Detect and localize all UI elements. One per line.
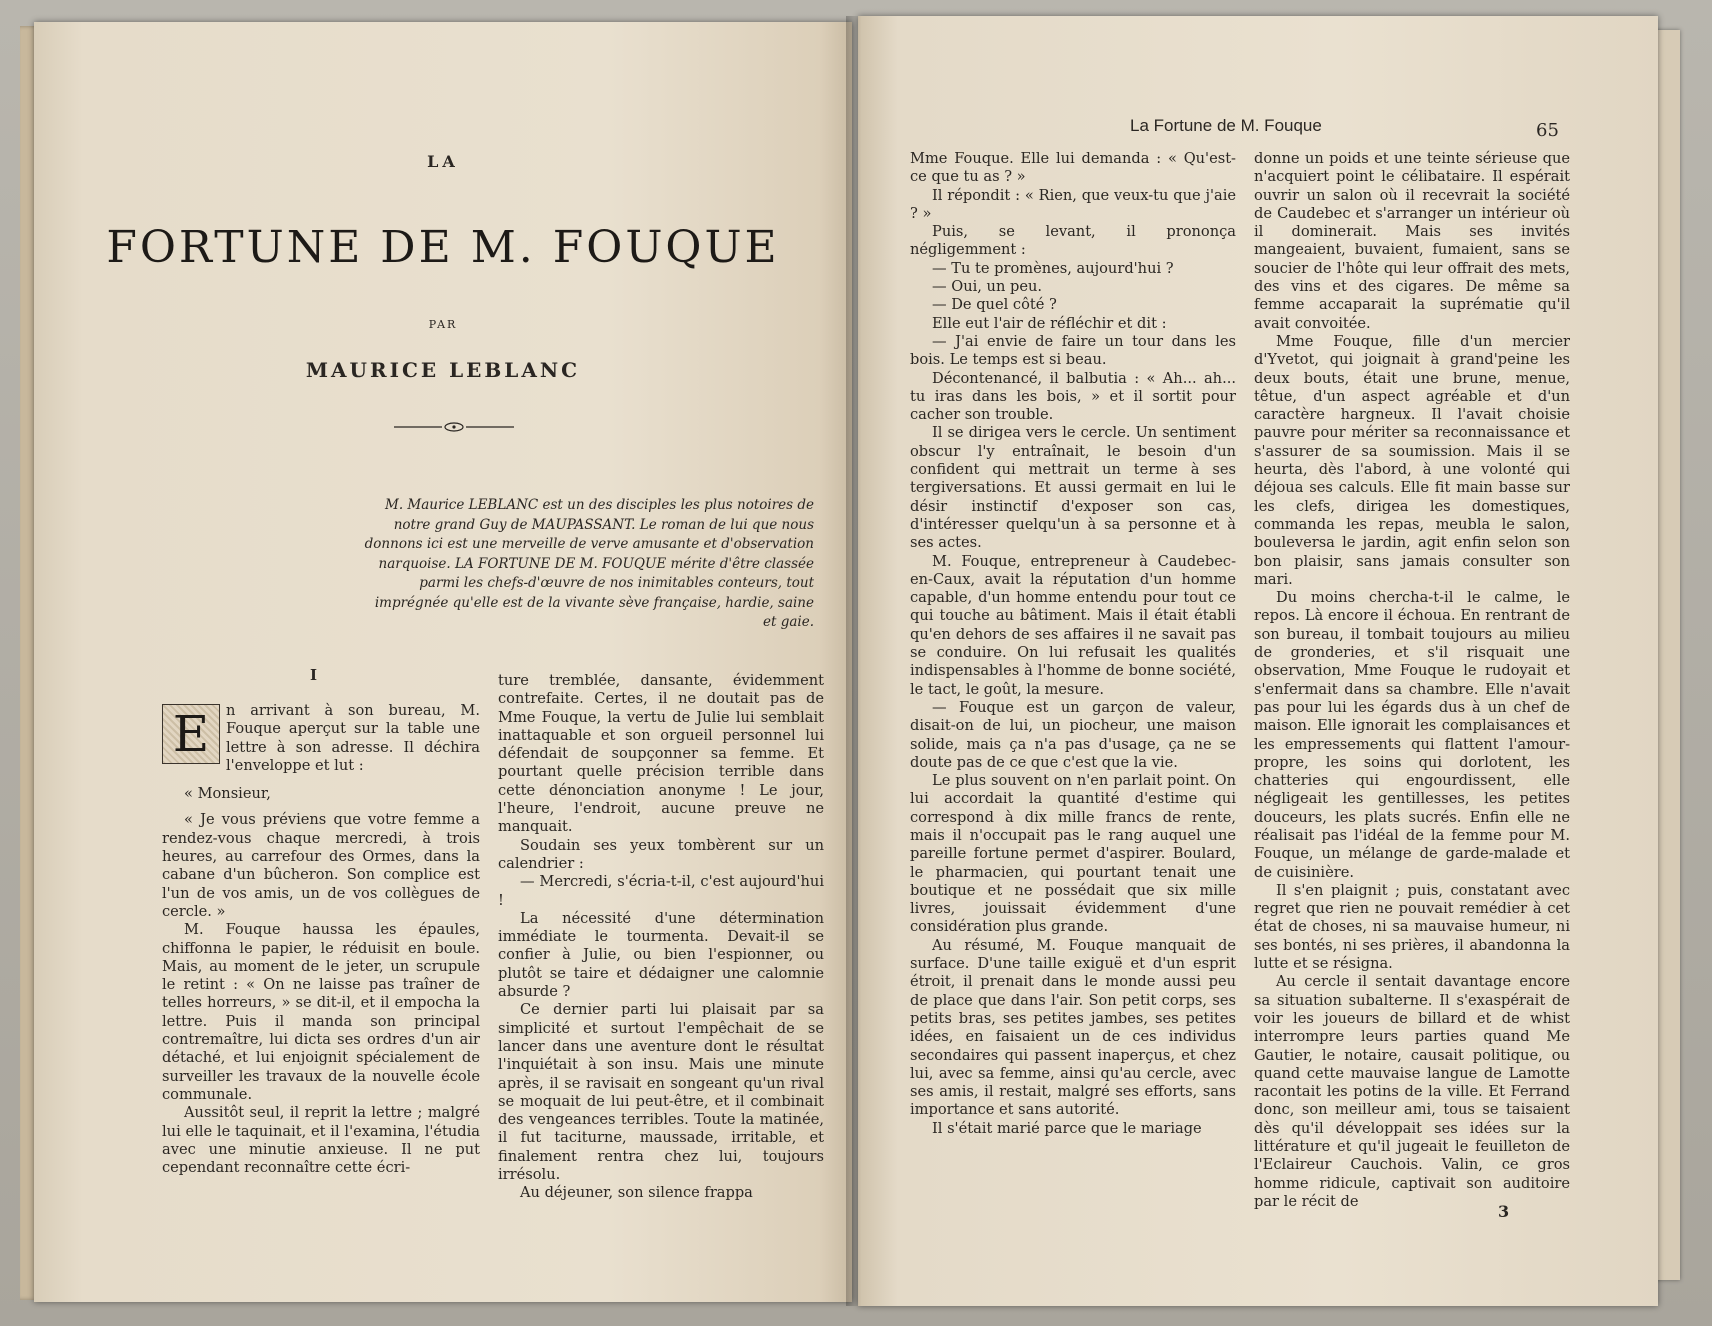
paragraph: Du moins chercha-t-il le calme, le repos. Là encore il échoua. En rentrant de son bureau, il tombait toujours au milieu de gronderies, et s'il risquait une observation, Mme Fouque le rudoyait et s'enfermait dans sa chambre. Elle n'avait pas pour lui les égards dus à un chef de maison. Elle ignorait les complaisances et les empressements qui flattent l'amour-propre, les soins qui dorlotent, les chatteries qui engourdissent, elle négligeait les gentillesses, les petites douceurs, les plats sucrés. Enfin elle ne réalisait pas l'idéal de la femme pour M. Fouque, un mélange de garde-malade et de cuisinière.	[1254, 589, 1570, 881]
paragraph: — Tu te promènes, aujourd'hui ?	[932, 259, 1174, 277]
paragraph: Il s'en plaignit ; puis, constatant avec regret que rien ne pouvait remédier à cet état de choses, ni sa mauvaise humeur, ni ses bontés, ni ses prières, il abandonna la lutte et se résigna.	[1254, 881, 1570, 973]
paragraph: M. Fouque haussa les épaules, chiffonna le papier, le réduisit en boule. Mais, au moment de le jeter, un scrupule le retint : « On ne laisse pas traîner de telles horreurs, » se dit-il, et il empocha la lettre. Puis il manda son principal contremaître, lui dicta ses ordres d'un air détaché, et lui enjoignit spécialement de surveiller les travaux de la nouvelle école communale.	[162, 921, 480, 1103]
paragraph: Il se dirigea vers le cercle. Un sentiment obscur l'y entraînait, le besoin d'un confident qui mettrait un terme à ses tergiversations. Et aussi germait en lui le désir instinctif d'exposer son cas, d'intéresser quelqu'un à sa personne et à ses actes.	[910, 424, 1236, 552]
drop-cap: E	[162, 704, 220, 764]
text-column-4	[1254, 150, 1570, 1211]
paragraph: Puis, se levant, il prononça négligemment :	[910, 223, 1236, 259]
paragraph: Au déjeuner, son silence frappa	[520, 1184, 753, 1202]
paragraph: Elle eut l'air de réfléchir et dit :	[932, 314, 1167, 332]
author-name: MAURICE LEBLANC	[305, 358, 581, 382]
paragraph: « Monsieur,	[184, 785, 271, 803]
paragraph: Ce dernier parti lui plaisait par sa simplicité et surtout l'empêchait de se lancer dans une aventure dont le résultat l'inquiétait à son insu. Mais une minute après, il se ravisait en songeant qu'un rival se moquait de lui peut-être, et il combinait des vengeances terribles. Toute la matinée, il fut taciturne, maussade, irritable, et finalement rentra chez lui, toujours irrésolu.	[498, 1001, 824, 1184]
paragraph: Au cercle il sentait davantage encore sa situation subalterne. Il s'exaspérait de voir les joueurs de billard et de whist interrompre leurs parties quand Me Gautier, le notaire, causait politique, ou quand cette mauvaise langue de Lamotte racontait les potins de la ville. Et Ferrand donc, son meilleur ami, tous se taisaient dès qu'il développait ses idées sur la littérature et qu'il jugeait le feuilleton de l'Eclaireur Cauchois. Valin, ce gros homme ridicule, captivait son auditoire par le récit de	[1254, 973, 1570, 1210]
paragraph: Décontenancé, il balbutia : « Ah... ah... tu iras dans les bois, » et il sortit pour cacher son trouble.	[910, 369, 1236, 424]
paragraph: « Je vous préviens que votre femme a rendez-vous chaque mercredi, à trois heures, au carrefour des Ormes, dans la cabane d'un bûcheron. Son complice est l'un de vos amis, un de vos collègues de cercle. »	[162, 811, 480, 920]
book-gutter	[846, 16, 868, 1306]
paragraph: Mme Fouque. Elle lui demanda : « Qu'est-ce que tu as ? »	[910, 150, 1236, 186]
paragraph: — De quel côté ?	[932, 296, 1057, 314]
paragraph: — Mercredi, s'écria-t-il, c'est aujourd'hui !	[498, 873, 824, 909]
section-number: I	[310, 666, 318, 684]
paragraph: Au résumé, M. Fouque manquait de surface. D'une taille exiguë et d'un esprit étroit, il prenait dans le monde aussi peu de place que dans l'air. Son petit corps, ses petits bras, ses petites jambes, ses petites idées, en faisaient un de ces individus secondaires qui passent inaperçus, et chez lui, avec sa femme, ainsi qu'au cercle, avec ses amis, il restait, malgré ses efforts, sans importance et sans autorité.	[910, 936, 1236, 1119]
paragraph: Il s'était marié parce que le mariage	[932, 1119, 1202, 1137]
paragraph: Aussitôt seul, il reprit la lettre ; malgré lui elle le taquinait, et il l'examina, l'étudia avec une minutie anxieuse. Il ne put cependant reconnaître cette écri-	[162, 1104, 480, 1177]
text-column-1	[162, 702, 480, 1177]
ornament-divider-icon	[394, 420, 514, 434]
text-column-2	[498, 672, 824, 1203]
text-column-3	[910, 150, 1236, 1138]
paragraph: — Fouque est un garçon de valeur, disait-on de lui, un piocheur, une maison solide, mais ça n'a pas d'usage, ça ne se doute pas de ce que c'est que la vie.	[910, 698, 1236, 771]
paragraph: ture tremblée, dansante, évidemment contrefaite. Certes, il ne doutait pas de Mme Fouque, la vertu de Julie lui semblait inattaquable et son orgueil personnel lui défendait de soupçonner sa femme. Et pourtant quelle précision terrible dans cette dénonciation anonyme ! Le jour, l'heure, l'endroit, aucune preuve ne manquait.	[498, 672, 824, 836]
right-page	[858, 16, 1658, 1306]
by-label: PAR	[428, 318, 458, 331]
paragraph: Soudain ses yeux tombèrent sur un calendrier :	[498, 836, 824, 872]
paragraph: — Oui, un peu.	[932, 278, 1042, 296]
printer-signature: 3	[1498, 1202, 1510, 1221]
paragraph: M. Fouque, entrepreneur à Caudebec-en-Caux, avait la réputation d'un homme capable, d'un homme entendu pour tout ce qui touche au bâtiment. Mais il était établi qu'en dehors de ses affaires il ne savait pas se conduire. On lui refusait les qualités indispensables à l'homme de bonne société, le tact, le goût, la mesure.	[910, 552, 1236, 698]
paragraph: donne un poids et une teinte sérieuse que n'acquiert point le célibataire. Il espérait ouvrir un salon où il recevrait la société de Caudebec et s'arranger un intérieur où il dominerait. Mais ses invités mangeaient, buvaient, fumaient, sans se soucier de l'hôte qui leur offrait des mets, des vins et des cigares. De même sa femme accaparait la suprématie qu'il avait convoitée.	[1254, 150, 1570, 332]
paragraph: Le plus souvent on n'en parlait point. On lui accordait la quantité d'estime qui correspond à dix mille francs de rente, mais il n'occupait pas le rang auquel une pareille fortune permet d'aspirer. Boulard, le pharmacien, qui pourtant tenait une boutique et ne possédait que six mille livres, jouissait évidemment d'une considération plus grande.	[910, 772, 1236, 936]
pre-title: LA	[427, 152, 459, 171]
intro-blurb: M. Maurice LEBLANC est un des disciples les plus notoires de notre grand Guy de MAUPASSANT. Le roman de lui que nous donnons ici est une merveille de verve amusante et d'observation narquoise. LA FORTUNE DE M. FOUQUE mérite d'être classée parmi les chefs-d'œuvre de nos inimitables conteurs, tout imprégnée qu'elle est de la vivante sève française, hardie, saine et gaie.	[364, 497, 814, 630]
running-head: La Fortune de M. Fouque	[1130, 116, 1322, 135]
page-number: 65	[1536, 120, 1559, 141]
left-page	[34, 22, 852, 1302]
paragraph: E n arrivant à son bureau, M. Fouque aperçut sur la table une lettre à son adresse. Il déchira l'enveloppe et lut :	[162, 702, 480, 775]
paragraph: La nécessité d'une détermination immédiate le tourmenta. Devait-il se confier à Julie, ou bien l'espionner, ou plutôt se taire et dédaigner une calomnie absurde ?	[498, 909, 824, 1001]
page-title: FORTUNE DE M. FOUQUE	[106, 222, 780, 273]
paragraph: — J'ai envie de faire un tour dans les bois. Le temps est si beau.	[910, 332, 1236, 369]
paragraph: Mme Fouque, fille d'un mercier d'Yvetot, qui joignait à grand'peine les deux bouts, était une brune, menue, têtue, d'un aspect agréable et d'un caractère hargneux. Il l'avait choisie pauvre pour mériter sa reconnaissance et s'assurer de sa soumission. Mais il se heurta, dès l'abord, à une volonté qui déjoua ses calculs. Elle fit main basse sur les clefs, dirigea les domestiques, commanda les repas, meubla le salon, bouleversa le jardin, agit enfin selon son bon plaisir, sans jamais consulter son mari.	[1254, 332, 1570, 588]
paragraph: Il répondit : « Rien, que veux-tu que j'aie ? »	[910, 186, 1236, 222]
